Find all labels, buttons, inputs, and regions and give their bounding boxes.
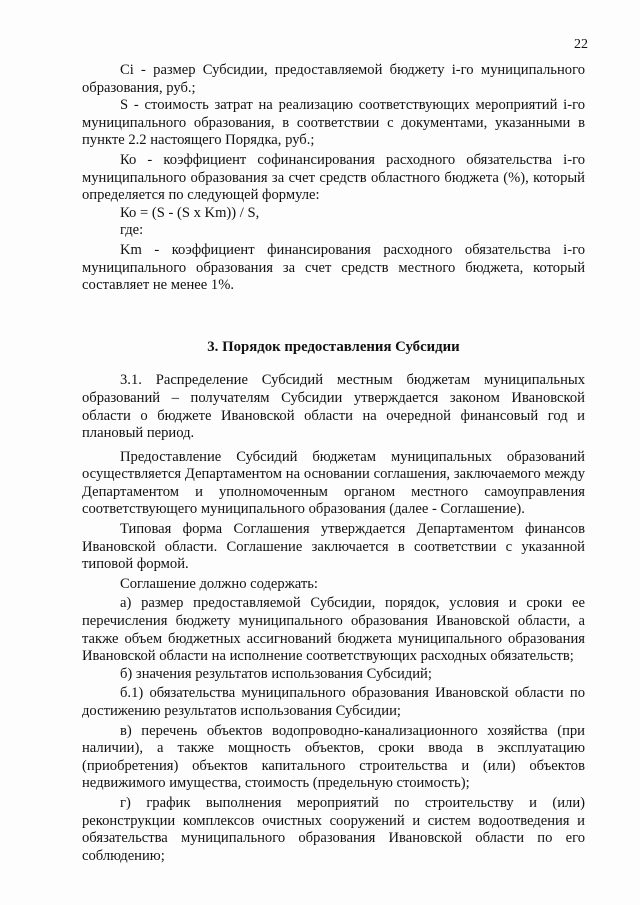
list-item-a: а) размер предоставляемой Субсидии, порядок, условия и сроки ее перечисления бюджету муниципального образования Ивановской области, а также объем бюджетных ассигнований бюджета муниципального образования Ивановской области на исполнение соответствующих расходных обязательств; (82, 595, 585, 665)
paragraph-provision: Предоставление Субсидий бюджетам муниципальных образований осуществляется Департаментом на основании соглашения, заключаемого между Департаментом и уполномоченным органом местного самоуправления соответствующего муниципального образования (далее - Соглашение). (82, 448, 585, 518)
paragraph-agreement-contents: Соглашение должно содержать: (120, 575, 318, 592)
paragraph-typical-form: Типовая форма Соглашения утверждается Департаментом финансов Ивановской области. Соглашение заключается в соответствии с указанной типовой формой. (82, 521, 585, 573)
list-item-v: в) перечень объектов водопроводно-канализационного хозяйства (при наличии), а также мощность объектов, сроки ввода в эксплуатацию (приобретения) объектов капитального строительства и (или) объектов недвижимого имущества, стоимость (предельную стоимость); (82, 722, 585, 792)
list-item-b1: б.1) обязательства муниципального образования Ивановской области по достижению результатов использования Субсидии; (82, 685, 585, 719)
definition-s: S - стоимость затрат на реализацию соответствующих мероприятий i-го муниципального образования, в соответствии с документами, указанными в пункте 2.2 настоящего Порядка, руб.; (82, 97, 585, 149)
list-item-b: б) значения результатов использования Субсидий; (120, 665, 432, 682)
where-label: где: (120, 222, 144, 239)
formula: Ко = (S - (S x Km)) / S, (120, 204, 260, 221)
document-body (82, 62, 585, 865)
paragraph-3-1: 3.1. Распределение Субсидий местным бюджетам муниципальных образований – получателям Субсидии утверждается законом Ивановской области о бюджете Ивановской области на очередной финансовый год и плановый период. (82, 372, 585, 442)
section-heading: 3. Порядок предоставления Субсидии (207, 338, 460, 355)
page-number: 22 (574, 37, 588, 52)
definition-ci: Ci - размер Субсидии, предоставляемой бюджету i-го муниципального образования, руб.; (82, 62, 585, 96)
definition-ko: Ко - коэффициент софинансирования расходного обязательства i-го муниципального образования за счет средств областного бюджета (%), который определяется по следующей формуле: (82, 151, 585, 204)
list-item-g: г) график выполнения мероприятий по строительству и (или) реконструкции комплексов очистных сооружений и систем водоотведения и обязательства муниципального образования Ивановской области по его соблюдению; (82, 794, 585, 864)
definition-km: Km - коэффициент финансирования расходного обязательства i-го муниципального образования за счет средств местного бюджета, который составляет не менее 1%. (82, 241, 585, 294)
